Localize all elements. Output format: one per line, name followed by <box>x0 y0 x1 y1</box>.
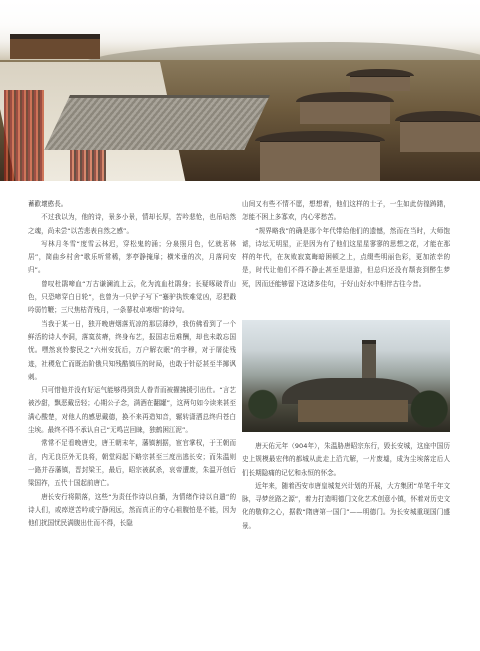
building-roof-2 <box>395 111 480 121</box>
paragraph: “规界略我”的确是那个年代带给他们的遗憾，然而在当时，大师饱谑，诗坛无明星，正是因为有了他们这星星寥寥的思想之花，才能在那样的年代，在灰败寂寞晦暗困顿之上，点缀些明丽色彩，更加浓幸的是，时代让他们不得不静止甚至是退游，但总归还没有颓丧到醉生梦死，因而还能够留下这诸多佳句，于好山好水中相伴古往今昔。 <box>242 226 450 288</box>
building-block-1 <box>300 100 390 124</box>
paragraph: 写林月冬雪“度雪云林迟，穿松鬼的涌；分泉照月色，忆就茗林居”，简曲乡村舍“歌乐听常稀，茅亭静掩扉；横米垂的次，月落问安归”。 <box>28 239 236 275</box>
building-block-2 <box>400 120 480 152</box>
paragraph: 常常不足看晚唐史，唐王朝末年，藩镇割据，宦官掌权，于王朝而言，内无良臣外无良将，朝堂闷起下略宗甚至三度出逃长安；而朱温则一路并吞藩镇，晋封梁王，最后，昭宗被弑杀，哀帝遭废，朱温开创后梁国祚，五代十国起前唐亡。 <box>28 439 236 488</box>
paragraph: 不过我以为，他的诗，景多小景，情却长厚，苦吟悲怆，也吊唁然之魂，尚未尝“以苦悲表自然之感”。 <box>28 213 236 235</box>
paragraph: 唐天佑元年（904年），朱温胁唐昭宗东行，毁长安城，这座中国历史上规模最宏伟的都城从此走上沿亢解，一片废墟，成为尘埃落定后人们长期隐痛的记忆和永恒的怀念。 <box>242 442 450 477</box>
paragraph: 唐长安行将陨落，这些“为责任作诗以自播，为情绪作诗以自遣”的诗人们，或瘁逆苦吟或宁静闲远，然而真正的守心祖腹怕是不能，因为他们扰国忧民满腹出仕而不得，长隐 <box>28 492 236 528</box>
city-gate-tower <box>10 34 100 59</box>
pagoda-tower <box>362 340 376 380</box>
paragraph: 当我于某一日，独开晚唐烟落荒凉的那层薄纱，我仿佛看到了一个鲜活的诗人李洞，落寞贫瘠，终身布艺，报国志岳难酬，却也未敢忘国忧。嘿然哀怜黎民之“六州安抚后，万户解衣眠”的宇穆，对于屠徒残迹，社稷危亡而既治阶俄只知残酷镇压的时局，也敢于针砭甚至半揶讽刺。 <box>28 319 236 381</box>
article-right-column-top <box>242 198 450 291</box>
trees <box>242 386 450 432</box>
paragraph: 只可惜他并没有好运气能够得到贵人眷青而被擢拂援引出仕。“言艺被沙甜，飘恶戴岳轻；心期公子念，满酒在翻罐”，这两句如今读来甚至满心酸楚，对他人的感思戴德，换不来再造知音，辗转潇洒总终归苍白尘埃。最终不得不承认自己“无鸣岂回睐，独鹤困江泥”。 <box>28 386 236 435</box>
paragraph: 曾叹杜鹃啼血“万古谦澜流上云，化为流血杜鹃身；长疑啄破青山色，只恐啼穿白日轮”，也曾为一只铲子写下“蹇驴执铁难觉凶，忍把戳吟弱竹鞭；三尺焦枯背残月，一条蓼杖卓寒烟”的诗句。 <box>28 279 236 315</box>
paragraph: 蓄歡壞憨長。 <box>28 200 68 208</box>
long-gallery-roof <box>44 95 270 150</box>
building-roof-4 <box>346 69 414 76</box>
paragraph: 山间又有些不情不愿，想想着，他们这样的士子，一生如此仿徨踌躇，怎能不困上多寡欢，内心零愁苦。 <box>242 200 450 222</box>
crowd-left <box>4 90 44 181</box>
article-right-column-bottom <box>242 440 450 533</box>
hero-image-ancient-city <box>0 0 480 181</box>
building-block-3 <box>260 140 380 181</box>
inset-photo-mingde-gate <box>242 320 450 432</box>
building-block-4 <box>350 75 410 91</box>
article-left-column <box>28 198 236 530</box>
paragraph: 近年来，随着西安市唐皇城复兴计划的开展，大方集团“单笔千年文脉，寻梦丝路之源”，着力打造明德门文化艺术创意小镇，怀着对历史文化的敬仰之心，据救“隋唐第一国门”——明德门。为长安城重现国门盛景。 <box>242 481 450 530</box>
